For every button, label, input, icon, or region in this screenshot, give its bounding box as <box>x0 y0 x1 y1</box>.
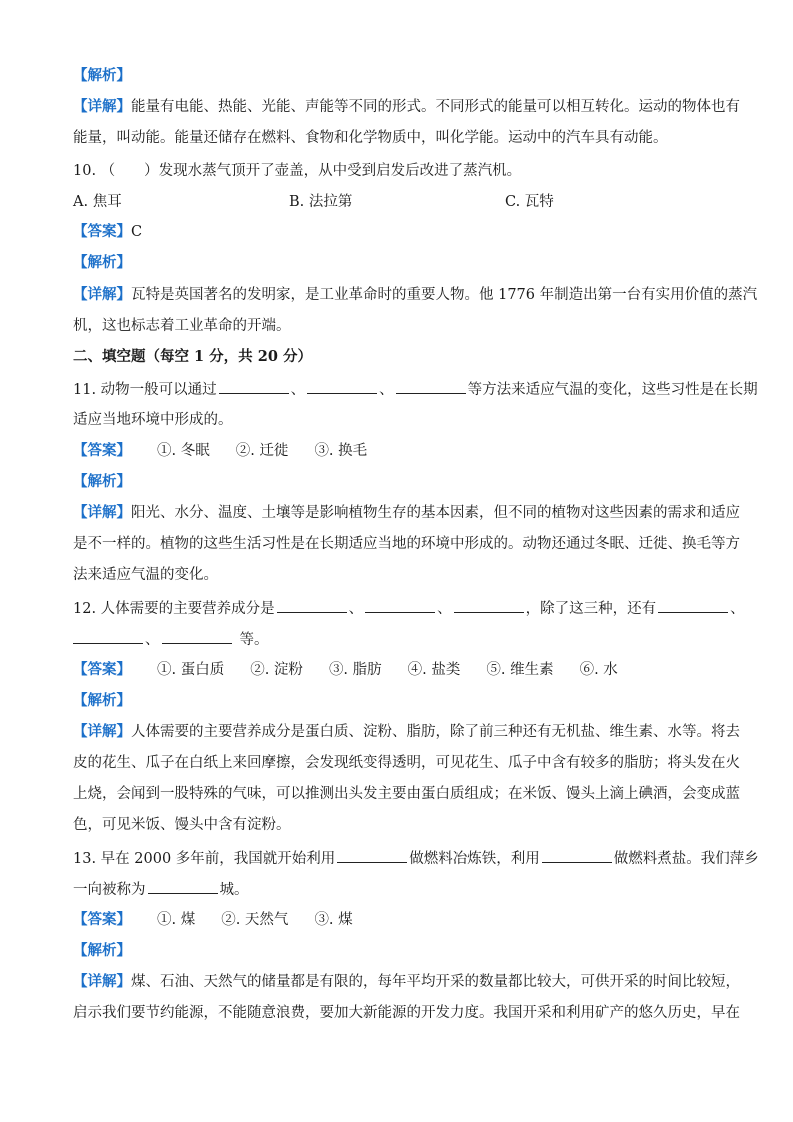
q11-blank-1 <box>219 379 289 394</box>
q11-answer-2: ②. 迁徙 <box>235 443 289 459</box>
q10-analysis-label: 【解析】 <box>73 254 131 271</box>
q10-stem: 10. （ ）发现水蒸气顶开了壶盖，从中受到启发后改进了蒸汽机。 <box>73 163 522 179</box>
q10-option-a: A. 焦耳 <box>73 194 122 210</box>
q13-stem-d: 一向被称为 <box>73 882 146 898</box>
q11-detail-line1 <box>73 503 740 523</box>
q11-stem-line2: 适应当地环境中形成的。 <box>73 412 233 428</box>
q12-answer-3: ③. 脂肪 <box>328 662 382 678</box>
q12-stem-c: 等。 <box>239 632 269 648</box>
q11-stem-a: 11. 动物一般可以通过 <box>73 382 217 398</box>
q9-detail-line1 <box>73 97 740 117</box>
q13-blank-3 <box>148 879 218 894</box>
q11-stem-line1 <box>73 379 758 400</box>
q10-detail-line1 <box>73 285 757 305</box>
q11-answer <box>73 441 367 461</box>
q13-detail-label: 【详解】 <box>73 973 131 990</box>
q13-answer-3: ③. 煤 <box>314 912 353 928</box>
q13-blank-2 <box>542 848 612 863</box>
q12-detail-label: 【详解】 <box>73 723 131 740</box>
q11-analysis <box>73 472 131 492</box>
q11-detail-text1: 阳光、水分、温度、土壤等是影响植物生存的基本因素，但不同的植物对这些因素的需求和适应 <box>131 505 740 521</box>
q9-analysis-label: 【解析】 <box>73 67 131 84</box>
q11-blank-3 <box>396 379 466 394</box>
q13-detail-text1: 煤、石油、天然气的储量都是有限的，每年平均开采的数量都比较大，可供开采的时间比较短， <box>131 974 740 990</box>
q13-analysis-label: 【解析】 <box>73 942 131 959</box>
q12-stem-a: 12. 人体需要的主要营养成分是 <box>73 601 275 617</box>
q13-stem-c: 做燃料煮盐。我们萍乡 <box>613 851 759 867</box>
q11-detail-label: 【详解】 <box>73 504 131 521</box>
q13-blank-1 <box>337 848 407 863</box>
q12-sep-1: 、 <box>348 601 364 617</box>
q12-answer-6: ⑥. 水 <box>579 662 618 678</box>
section2-title: 二、填空题（每空 1 分，共 20 分） <box>73 348 312 365</box>
q13-stem-line2 <box>73 879 249 900</box>
q12-answer-5: ⑤. 维生素 <box>486 662 554 678</box>
q11-stem-b: 等方法来适应气温的变化，这些习性是在长期 <box>467 382 758 398</box>
q10-option-c: C. 瓦特 <box>505 194 554 210</box>
q11-blank-2 <box>307 379 377 394</box>
q12-blank-4 <box>658 598 728 613</box>
q13-stem-b: 做燃料冶炼铁，利用 <box>409 851 540 867</box>
q12-answer-label: 【答案】 <box>73 661 131 678</box>
q12-analysis-label: 【解析】 <box>73 692 131 709</box>
q13-stem-a: 13. 早在 2000 多年前，我国就开始利用 <box>73 851 336 867</box>
q12-detail-line1 <box>73 722 740 742</box>
q12-blank-2 <box>365 598 435 613</box>
q10-detail-label: 【详解】 <box>73 286 131 303</box>
q13-stem-line1 <box>73 848 759 869</box>
q13-answer <box>73 910 353 930</box>
q11-detail-line3: 法来适应气温的变化。 <box>73 567 218 583</box>
q9-detail-label: 【详解】 <box>73 98 131 115</box>
q13-detail-line2: 启示我们要节约能源，不能随意浪费，要加大新能源的开发力度。我国开采和利用矿产的悠久历史，早在 <box>73 1005 740 1021</box>
q12-answer-1: ①. 蛋白质 <box>157 662 225 678</box>
q10-answer <box>73 222 142 242</box>
q12-analysis <box>73 691 131 711</box>
q11-answer-1: ①. 冬眠 <box>157 443 210 459</box>
q11-analysis-label: 【解析】 <box>73 473 131 490</box>
q12-answer <box>73 660 618 680</box>
q12-detail-line3: 上烧，会闻到一股特殊的气味，可以推测出头发主要由蛋白质组成；在米饭、馒头上滴上碘酒，会变成蓝 <box>73 786 740 802</box>
q11-sep-2: 、 <box>379 382 394 398</box>
q10-answer-label: 【答案】 <box>73 223 131 240</box>
q10-detail-text1: 瓦特是英国著名的发明家，是工业革命时的重要人物。他 1776 年制造出第一台有实用价值的蒸汽 <box>131 287 758 303</box>
q12-answer-4: ④. 盐类 <box>407 662 461 678</box>
q12-detail-text1: 人体需要的主要营养成分是蛋白质、淀粉、脂肪，除了前三种还有无机盐、维生素、水等。将去 <box>131 724 740 740</box>
q10-answer-value: C <box>131 224 143 240</box>
q13-detail-line1 <box>73 972 740 992</box>
q12-blank-3 <box>454 598 524 613</box>
q10-analysis <box>73 253 131 273</box>
q11-detail-line2: 是不一样的。植物的这些生活习性是在长期适应当地的环境中形成的。动物还通过冬眠、迁徙、换毛等方 <box>73 536 740 552</box>
q12-stem-b: ，除了这三种，还有 <box>525 601 657 617</box>
q12-blank-1 <box>277 598 347 613</box>
q12-detail-line4: 色，可见米饭、馒头中含有淀粉。 <box>73 817 291 833</box>
q12-blank-6 <box>162 629 232 644</box>
q9-analysis <box>73 66 131 86</box>
q10-detail-line2: 机，这也标志着工业革命的开端。 <box>73 318 291 334</box>
q12-answer-2: ②. 淀粉 <box>250 662 303 678</box>
q12-sep-3: 、 <box>730 601 745 617</box>
q12-blank-5 <box>73 629 143 644</box>
q9-detail-line2: 能量，叫动能。能量还储存在燃料、食物和化学物质中，叫化学能。运动中的汽车具有动能。 <box>73 130 668 146</box>
q9-detail-text1: 能量有电能、热能、光能、声能等不同的形式。不同形式的能量可以相互转化。运动的物体也有 <box>131 99 740 115</box>
q11-sep-1: 、 <box>290 382 306 398</box>
q12-stem-line2 <box>73 629 269 650</box>
q11-answer-label: 【答案】 <box>73 442 131 459</box>
q12-sep-4: 、 <box>145 632 160 648</box>
q10-option-b: B. 法拉第 <box>289 194 353 210</box>
q13-analysis <box>73 941 131 961</box>
q13-stem-e: 城。 <box>219 882 249 898</box>
q11-answer-3: ③. 换毛 <box>314 443 368 459</box>
q12-stem-line1 <box>73 598 745 619</box>
q12-detail-line2: 皮的花生、瓜子在白纸上来回摩擦，会发现纸变得透明，可见花生、瓜子中含有较多的脂肪；将头发在火 <box>73 755 740 771</box>
q13-answer-label: 【答案】 <box>73 911 131 928</box>
q12-sep-2: 、 <box>437 601 452 617</box>
q13-answer-1: ①. 煤 <box>157 912 196 928</box>
q13-answer-2: ②. 天然气 <box>221 912 289 928</box>
